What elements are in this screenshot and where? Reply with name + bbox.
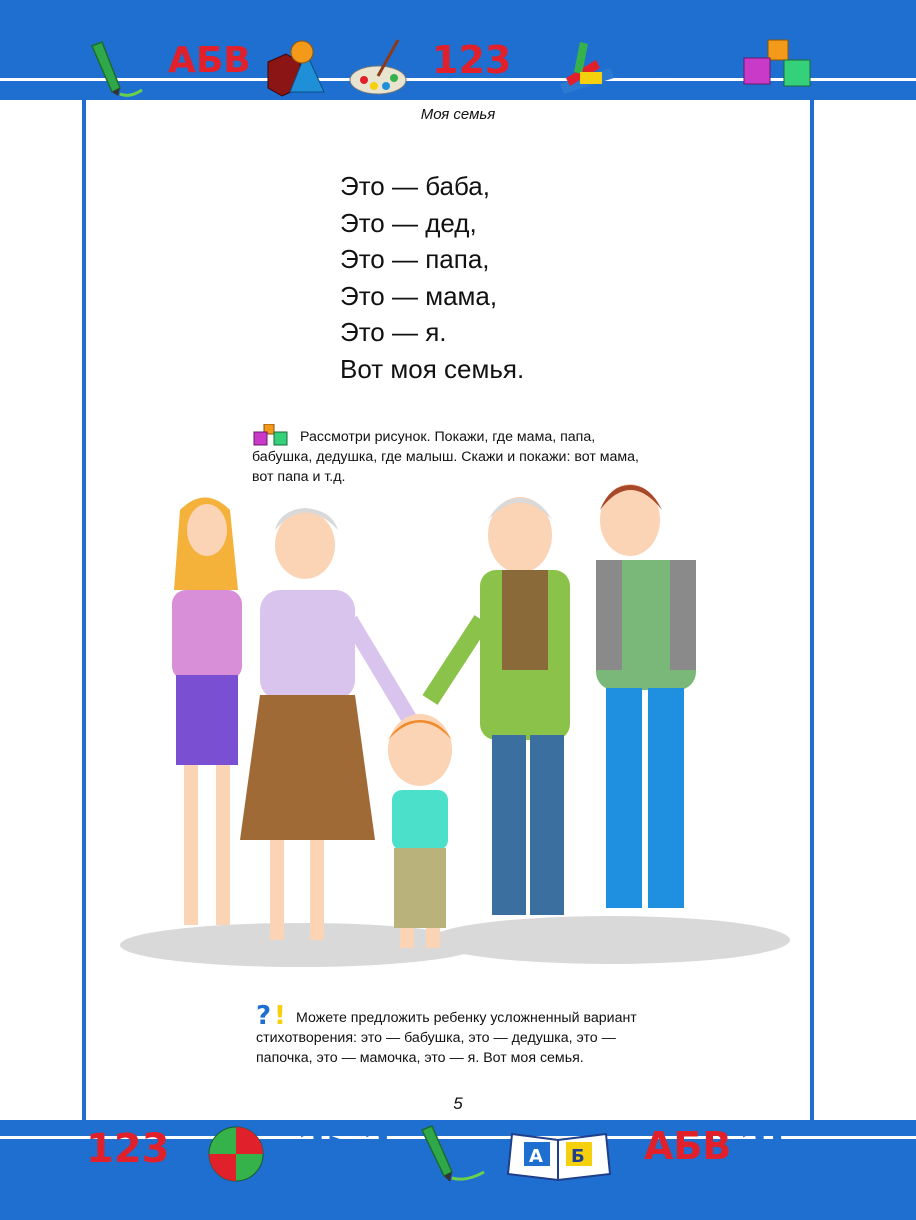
poem-line: Это — я.: [340, 317, 447, 347]
page-number: 5: [453, 1094, 463, 1113]
top-digits-text: 123: [432, 38, 512, 82]
bottom-marks-1-text: ?>?: [298, 1120, 390, 1174]
poem-line: Это — мама,: [340, 280, 498, 311]
boy-figure: [388, 714, 452, 948]
question-exclamation-top-icon: [650, 34, 698, 88]
grandfather-figure: [430, 497, 570, 915]
father-figure: [596, 484, 696, 908]
poem-line: Это — дед,: [340, 207, 477, 238]
cubes-icon: [252, 424, 294, 446]
book-letter-a: А: [529, 1146, 543, 1167]
family-illustration: [110, 470, 810, 990]
open-book-icon: [506, 1124, 612, 1184]
svg-text:!: !: [274, 1001, 286, 1028]
palette-icon: [348, 36, 410, 98]
bottom-marks-2-text: ?!: [740, 1120, 788, 1174]
letters-abv-icon: [168, 40, 251, 81]
parent-note-text: Можете предложить ребенку усложненный вариант стихотворения: это — бабушка, это — дедушка, это — папочка, это — мамочка, это — я. Вот моя семья.: [256, 1010, 637, 1066]
ground-shadow-right: [430, 916, 790, 964]
bottom-letters-text: АБВ: [644, 1124, 732, 1168]
letters-abv-bottom-icon: [644, 1124, 731, 1168]
grandmother-figure: [240, 508, 410, 940]
running-title: Моя семья: [420, 106, 496, 123]
digits-123-icon: [432, 38, 511, 82]
poem-line: Это — баба,: [340, 171, 490, 201]
poem: [340, 168, 524, 387]
top-marks-text: ?!: [650, 34, 698, 88]
poem-line: Вот моя семья.: [340, 353, 525, 384]
book-letter-b: Б: [571, 1146, 585, 1167]
question-marks-bottom-icon: [298, 1120, 390, 1174]
mother-figure: [172, 498, 242, 926]
ball-icon: [206, 1124, 266, 1184]
shapes-icon: [264, 38, 330, 98]
crayons-icon: [556, 38, 622, 98]
pencil-bottom-icon: [418, 1124, 488, 1184]
cubes-top-icon: [740, 36, 820, 98]
svg-text:?: ?: [256, 1001, 272, 1028]
question-exclamation-bottom-icon: [740, 1120, 788, 1174]
top-letters-text: АБВ: [168, 40, 251, 81]
bottom-digits-text: 123: [86, 1126, 170, 1172]
poem-line: Это — папа,: [340, 244, 490, 274]
task-text: Рассмотри рисунок. Покажи, где мама, папа, бабушка, дедушка, где малыш. Скажи и покажи: вот мама, вот папа и т.д.: [252, 429, 639, 485]
pencil-icon: [86, 38, 146, 98]
digits-123-bottom-icon: [86, 1126, 170, 1172]
question-exclamation-icon: [256, 1000, 292, 1028]
parent-note-block: [256, 1000, 648, 1068]
